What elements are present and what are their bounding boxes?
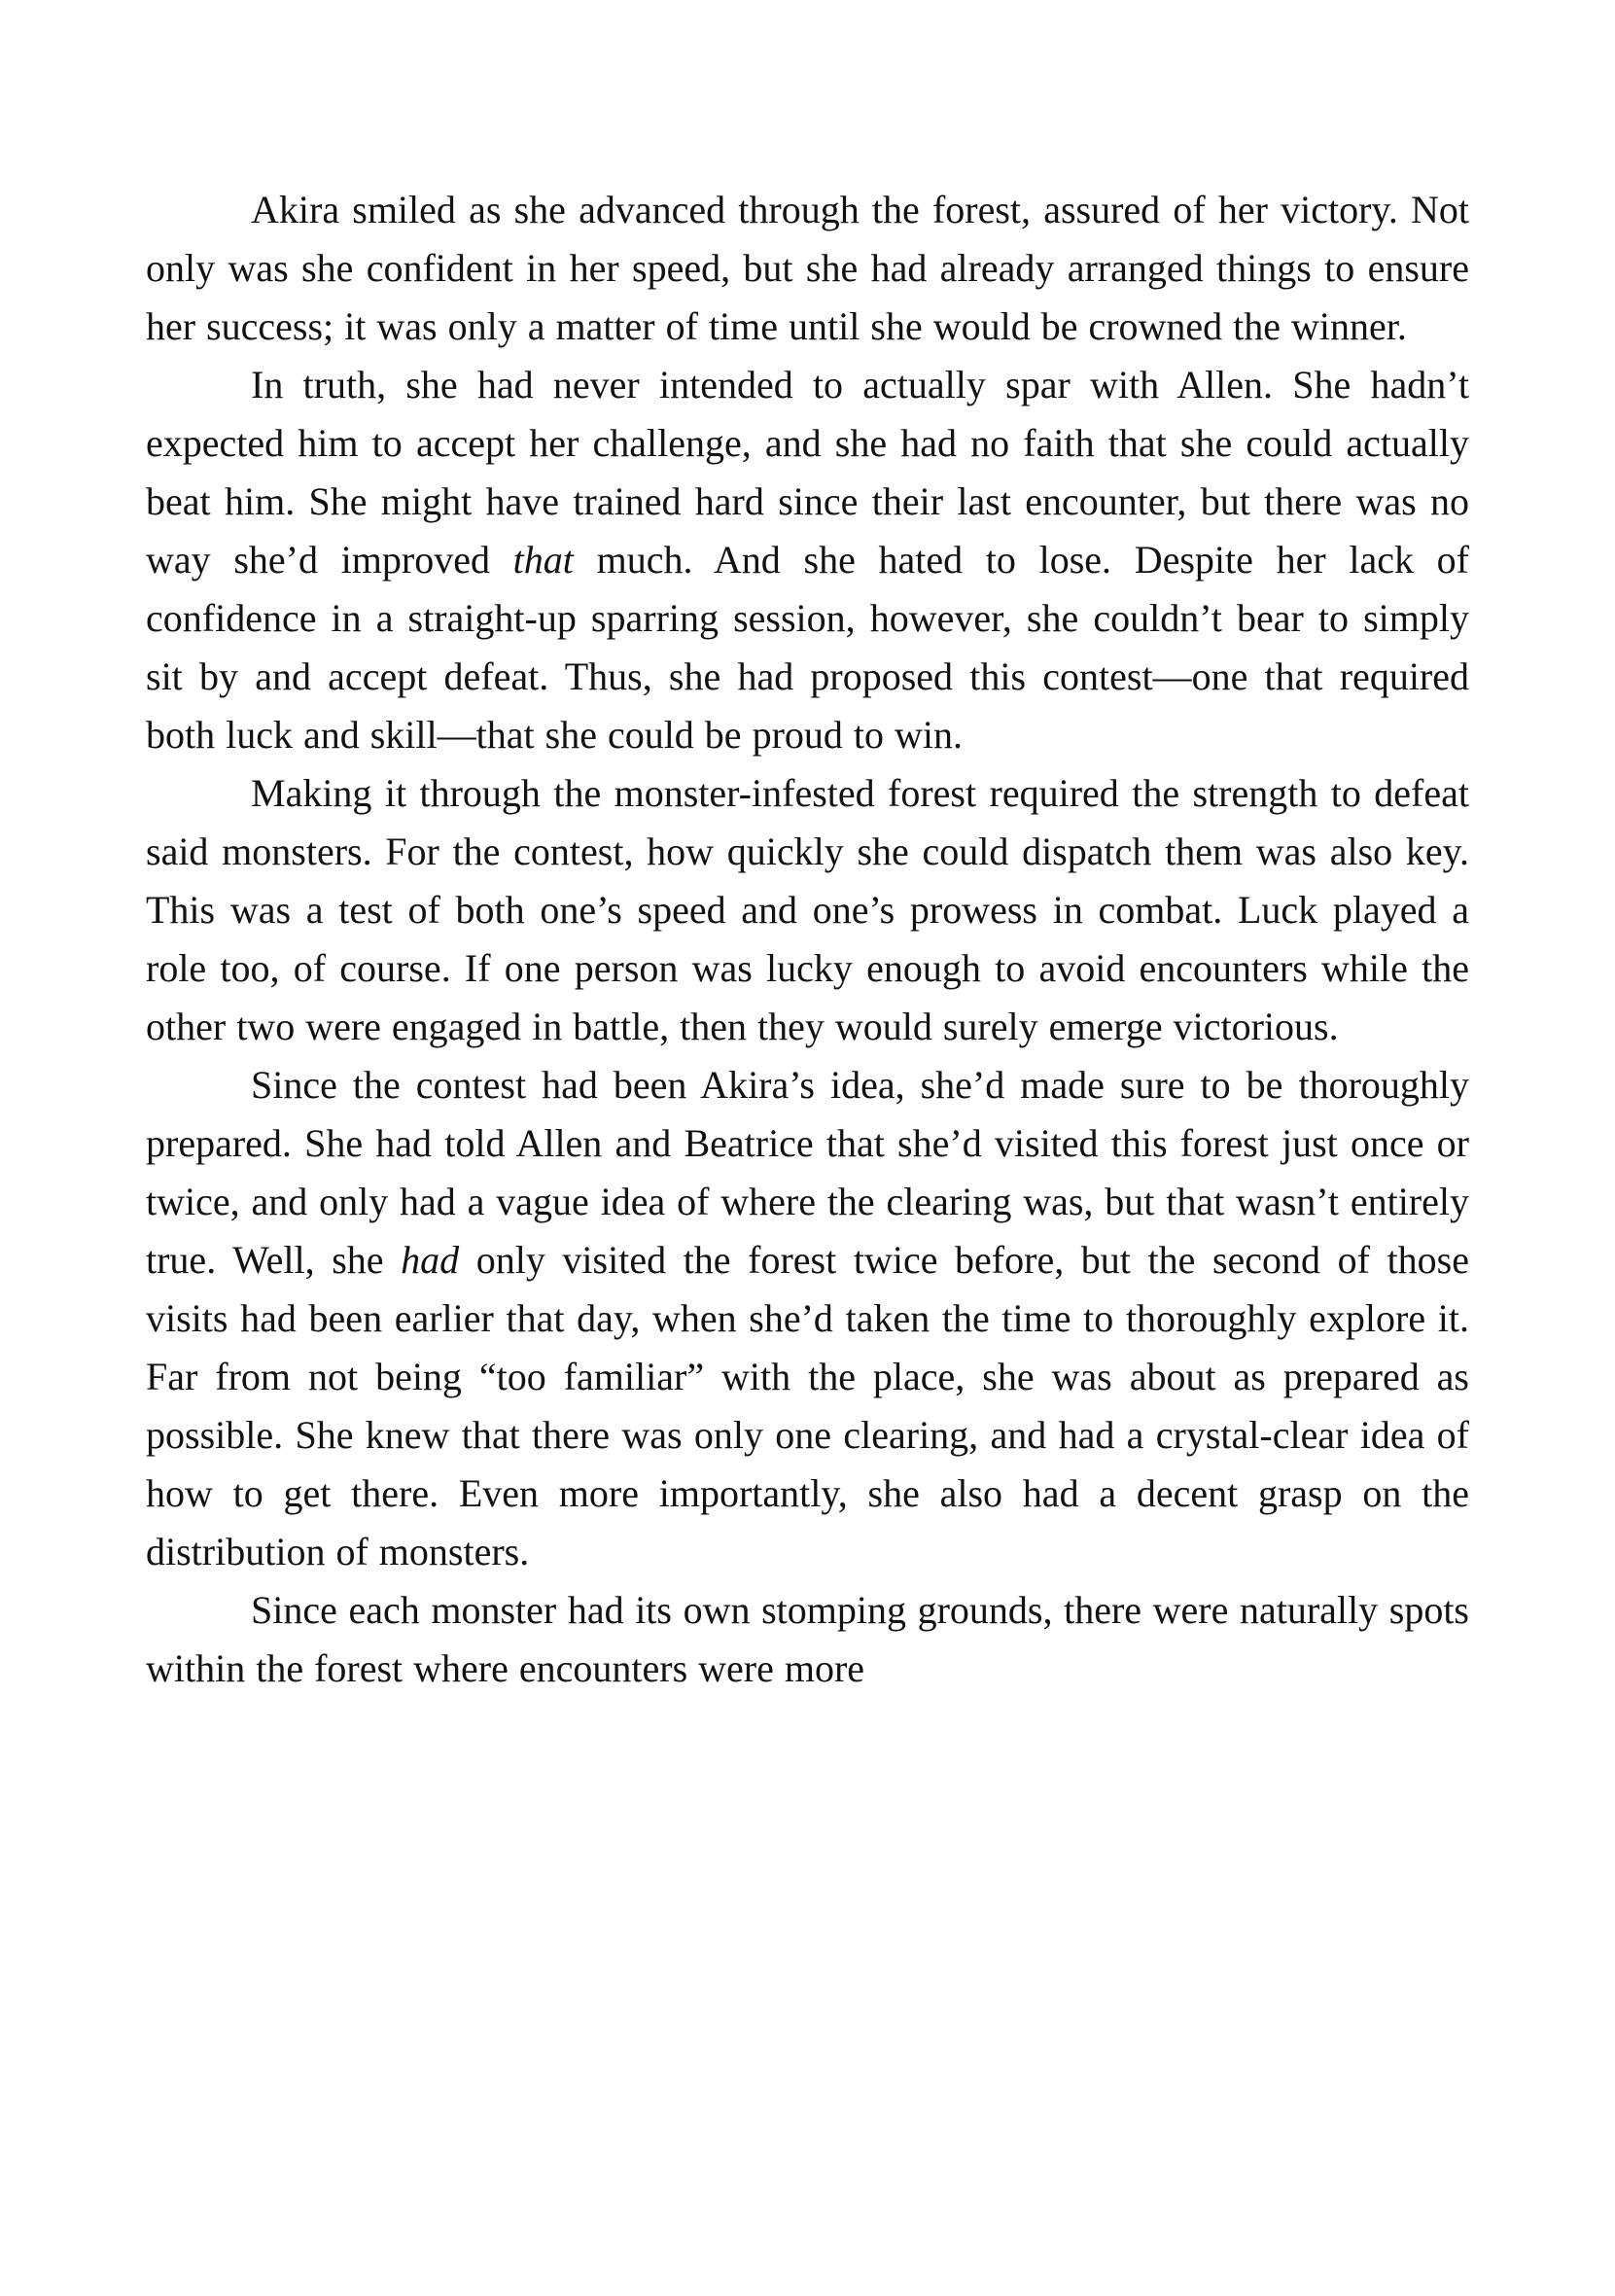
- italic-text-run: that: [512, 538, 574, 582]
- paragraph-4: [146, 1056, 1469, 1581]
- text-run: Since each monster had its own stomping grounds, there were naturally spots within the forest where encounters were more: [146, 1588, 1469, 1690]
- text-run: Making it through the monster-infested forest required the strength to defeat said monsters. For the contest, how quickly she could dispatch them was also key. This was a test of both one’s speed and one’s prowess in combat. Luck played a role too, of course. If one person was lucky enough to avoid encounters while the other two were engaged in battle, then they would surely emerge victorious.: [146, 771, 1469, 1048]
- text-run: In truth, she had never intended to actually spar with Allen. She hadn’t expected him to accept her challenge, and she had no faith that she could actually beat him. She might have trained hard since their last encounter, but there was no way she’d improved: [146, 363, 1469, 582]
- paragraph-1: [146, 181, 1469, 356]
- paragraph-5: [146, 1581, 1469, 1698]
- paragraph-2: [146, 356, 1469, 764]
- paragraph-3: [146, 764, 1469, 1056]
- text-run: much. And she hated to lose. Despite her lack of confidence in a straight-up sparring session, however, she couldn’t bear to simply sit by and accept defeat. Thus, she had proposed this contest—one that required both luck and skill—that she could be proud to win.: [146, 538, 1469, 757]
- text-run: Akira smiled as she advanced through the forest, assured of her victory. Not only was she confident in her speed, but she had already arranged things to ensure her success; it was only a matter of time until she would be crowned the winner.: [146, 188, 1469, 348]
- text-run: only visited the forest twice before, but the second of those visits had been earlier that day, when she’d taken the time to thoroughly explore it. Far from not being “too familiar” with the place, she was about as prepared as possible. She knew that there was only one clearing, and had a crystal-clear idea of how to get there. Even more importantly, she also had a decent grasp on the distribution of monsters.: [146, 1238, 1469, 1573]
- italic-text-run: had: [401, 1238, 460, 1282]
- text-block: [146, 181, 1469, 1698]
- text-run: Since the contest had been Akira’s idea, she’d made sure to be thoroughly prepared. She had told Allen and Beatrice that she’d visited this forest just once or twice, and only had a vague idea of where the clearing was, but that wasn’t entirely true. Well, she: [146, 1063, 1469, 1282]
